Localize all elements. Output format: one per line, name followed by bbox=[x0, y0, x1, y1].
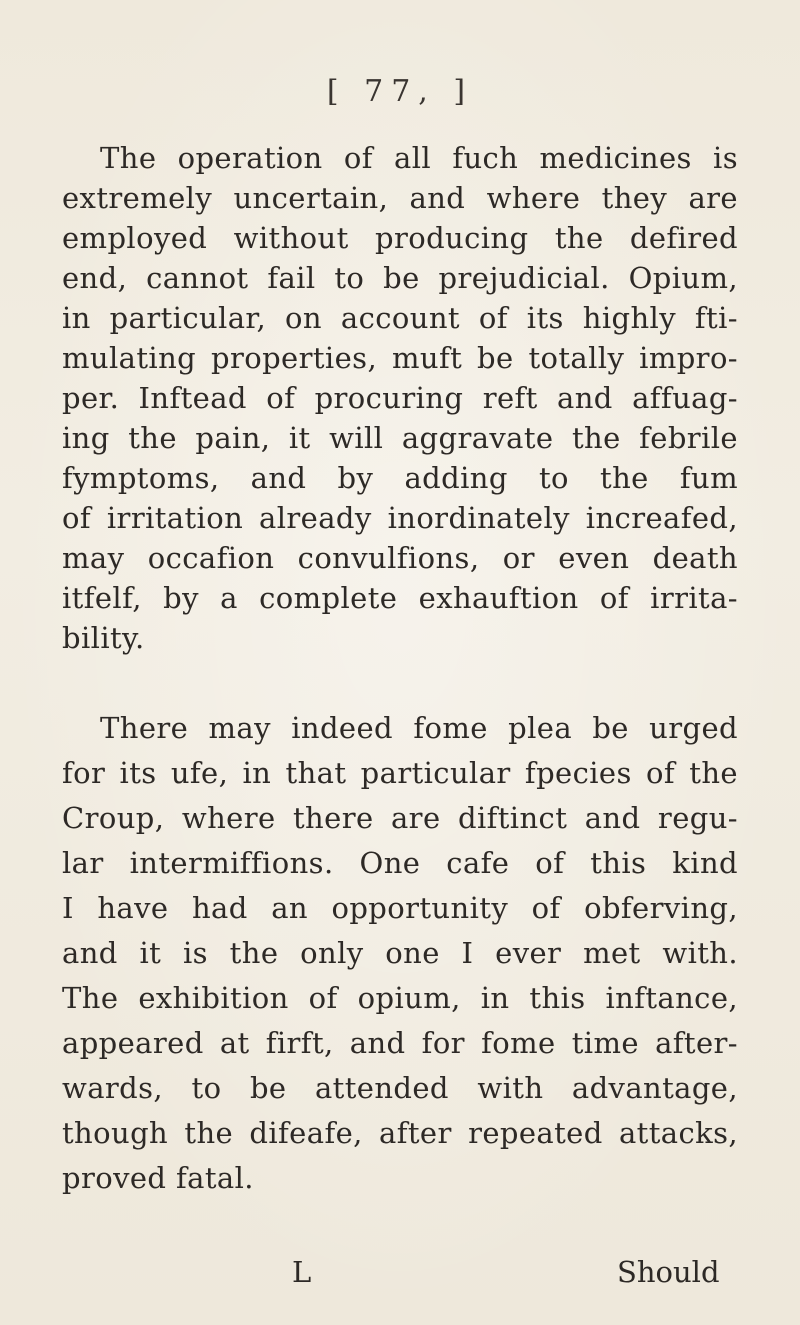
text-line: appeared at firft, and for fome time after- bbox=[62, 1026, 738, 1060]
text-line: Croup, where there are diftinct and regu- bbox=[62, 801, 738, 835]
text-line: though the difeafe, after repeated attacks, bbox=[62, 1116, 738, 1150]
text-line: may occafion convulfions, or even death bbox=[62, 541, 738, 575]
catchword: Should bbox=[617, 1255, 720, 1289]
text-line: The exhibition of opium, in this inftance, bbox=[62, 981, 738, 1015]
text-line: The operation of all fuch medicines is bbox=[100, 141, 738, 175]
text-line: employed without producing the defired bbox=[62, 221, 738, 255]
text-line: end, cannot fail to be prejudicial. Opium, bbox=[62, 261, 738, 295]
text-line: bility. bbox=[62, 621, 145, 655]
text-line: mulating properties, muft be totally impro- bbox=[62, 341, 738, 375]
signature-mark: L bbox=[292, 1255, 312, 1289]
text-line: lar intermiffions. One cafe of this kind bbox=[62, 846, 738, 880]
text-line: and it is the only one I ever met with. bbox=[62, 936, 738, 970]
text-line: per. Inftead of procuring reft and affuag- bbox=[62, 381, 738, 415]
text-line: itfelf, by a complete exhauftion of irrita- bbox=[62, 581, 738, 615]
text-line: fymptoms, and by adding to the fum bbox=[62, 461, 738, 495]
text-line: of irritation already inordinately increafed, bbox=[62, 501, 738, 535]
text-line: There may indeed fome plea be urged bbox=[100, 711, 738, 745]
text-line: in particular, on account of its highly fti- bbox=[62, 301, 738, 335]
page-number-header: [ 77, ] bbox=[326, 74, 474, 109]
text-line: for its ufe, in that particular fpecies of the bbox=[62, 756, 738, 790]
text-line: I have had an opportunity of obferving, bbox=[62, 891, 738, 925]
text-line: proved fatal. bbox=[62, 1161, 254, 1195]
text-line: extremely uncertain, and where they are bbox=[62, 181, 738, 215]
text-line: ing the pain, it will aggravate the febrile bbox=[62, 421, 738, 455]
text-line: wards, to be attended with advantage, bbox=[62, 1071, 738, 1105]
